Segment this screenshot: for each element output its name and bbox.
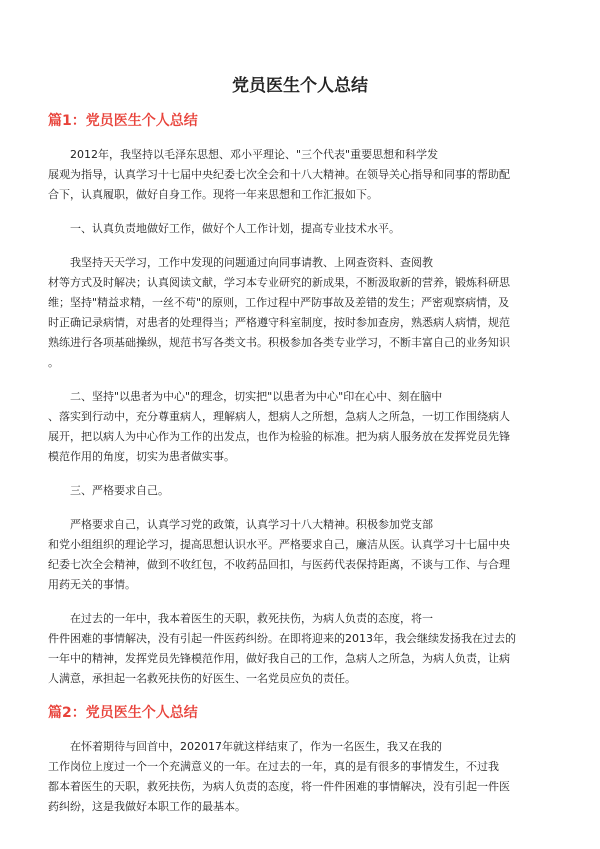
text-line: 维；坚持"精益求精，一丝不苟"的原则，工作过程中严防事故及差错的发生；严密观察病情，及	[48, 296, 510, 309]
paragraph	[48, 515, 552, 595]
text-line: 三、严格要求自己。	[70, 484, 169, 497]
text-line: 、落实到行动中，充分尊重病人，理解病人，想病人之所想，急病人之所急，一切工作围绕病人	[48, 410, 510, 423]
text-line: 在怀着期待与回首中，202017年就这样结束了，作为一名医生，我又在我的	[70, 740, 442, 753]
text-line: 药纠纷，这是我做好本职工作的最基本。	[48, 800, 246, 813]
text-line: 和党小组组织的理论学习，提高思想认识水平。严格要求自己，廉洁从医。认真学习十七届中央	[48, 538, 510, 551]
text-line: 合下，认真履职，做好自身工作。现将一年来思想和工作汇报如下。	[48, 188, 378, 201]
paragraph	[48, 737, 552, 817]
text-line: 一、认真负责地做好工作，做好个人工作计划，提高专业技术水平。	[70, 222, 400, 235]
text-line: 工作岗位上度过一个一个充满意义的一年。在过去的一年，真的是有很多的事情发生，不过我	[48, 760, 499, 773]
document-body	[48, 111, 552, 817]
text-line: 材等方式及时解决；认真阅读文献，学习本专业研究的新成果，不断汲取新的营养，锻炼科研思	[48, 276, 510, 289]
section-heading: 篇2：党员医生个人总结	[48, 705, 198, 721]
paragraph	[48, 253, 552, 373]
paragraph	[48, 219, 552, 239]
paragraph	[48, 609, 552, 689]
section-heading: 篇1：党员医生个人总结	[48, 113, 198, 129]
text-line: 2012年，我坚持以毛泽东思想、邓小平理论、"三个代表"重要思想和科学发	[70, 148, 439, 161]
text-line: 都本着医生的天职，救死扶伤，为病人负责的态度，将一件件困难的事情解决，没有引起一件医	[48, 780, 510, 793]
text-line: 严格要求自己，认真学习党的政策，认真学习十八大精神。积极参加党支部	[70, 518, 433, 531]
text-line: 模范作用的角度，切实为患者做实事。	[48, 450, 235, 463]
text-line: 熟练进行各项基础操纵，规范书写各类文书。积极参加各类专业学习，不断丰富自己的业务知识	[48, 336, 510, 349]
text-line: 件件困难的事情解决，没有引起一件医药纠纷。在即将迎来的2013年，我会继续发扬我在过去的	[48, 632, 516, 645]
paragraph	[48, 387, 552, 467]
text-line: 二、坚持"以患者为中心"的理念，切实把"以患者为中心"印在心中、刻在脑中	[70, 390, 443, 403]
paragraph	[48, 145, 552, 205]
text-line: 纪委七次全会精神，做到不收红包，不收药品回扣，与医药代表保持距离，不谈与工作、与合理	[48, 558, 510, 571]
text-line: 在过去的一年中，我本着医生的天职，救死扶伤，为病人负责的态度，将一	[70, 612, 433, 625]
text-line: 人满意，承担起一名救死扶伤的好医生、一名党员应负的责任。	[48, 672, 356, 685]
page-title: 党员医生个人总结	[232, 76, 368, 96]
paragraph	[48, 481, 552, 501]
text-line: 一年中的精神，发挥党员先锋模范作用，做好我自己的工作，急病人之所急，为病人负责，让病	[48, 652, 510, 665]
text-line: 展观为指导，认真学习十七届中央纪委七次全会和十八大精神。在领导关心指导和同事的帮助配	[48, 168, 510, 181]
text-line: 用药无关的事情。	[48, 578, 136, 591]
text-line: 时正确记录病情，对患者的处理得当；严格遵守科室制度，按时参加查房，熟悉病人病情，规范	[48, 316, 510, 329]
text-line: 。	[48, 356, 59, 369]
text-line: 我坚持天天学习，工作中发现的问题通过向同事请教、上网查资料、查阅教	[70, 256, 433, 269]
text-line: 展开，把以病人为中心作为工作的出发点，也作为检验的标准。把为病人服务放在发挥党员先锋	[48, 430, 510, 443]
